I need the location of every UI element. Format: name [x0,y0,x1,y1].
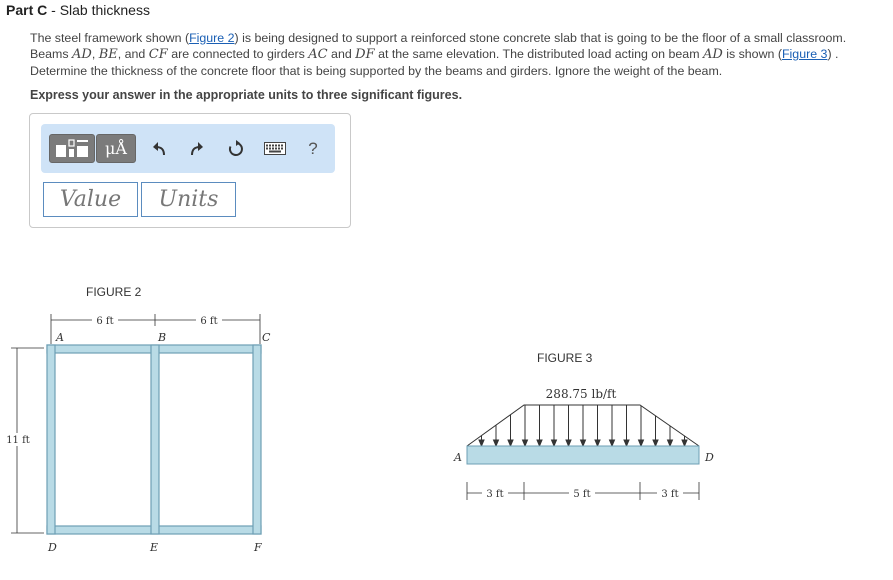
figure2-link[interactable]: Figure 2 [189,31,235,45]
figure2-title: FIGURE 2 [86,285,142,299]
help-icon: ? [308,138,318,158]
figure3-title: FIGURE 3 [537,351,593,365]
figure2-diagram [0,300,300,580]
keyboard-icon [264,142,286,155]
dim-top-left: 6 ft [96,316,114,327]
dim-3: 3 ft [661,489,679,500]
units-button[interactable]: μÅ [96,134,136,163]
keyboard-button[interactable] [263,134,287,163]
help-button[interactable] [304,134,322,163]
load-arrows [479,405,687,446]
beam-cf [253,345,261,534]
label-a: A [56,331,64,344]
load-arrow-head [523,440,528,446]
templates-icon [55,138,89,160]
label-c: C [262,331,271,344]
load-arrow-head [682,440,687,446]
load-arrow-head [610,440,615,446]
part-title: Part C - Slab thickness [6,2,150,18]
figure3-diagram [445,382,725,512]
beam-ad-loaded [467,446,699,464]
load-arrow-head [552,440,557,446]
load-arrow-head [624,440,629,446]
beam-ad [47,345,55,534]
reset-icon [227,140,245,158]
dim-top-right: 6 ft [200,316,218,327]
undo-button[interactable] [149,134,169,163]
load-arrow-head [581,440,586,446]
redo-button[interactable] [187,134,207,163]
problem-statement: The steel framework shown (Figure 2) is being designed to support a reinforced stone concrete slab that is going to be the floor of a small classroom. Beams AD, BE, and CF are connected to girders AC and DF at the same elevation. The distributed load acting on beam AD is shown (Figure 3) . Determine the thickness of the concrete floor that is being supported by the beams and girders. Ignore the weight of the beam. [30,31,847,78]
label-f: F [254,541,262,554]
redo-icon [189,141,205,157]
dim-1: 3 ft [486,489,504,500]
value-input[interactable]: Value [43,182,138,217]
math-toolbar [41,124,335,173]
units-input[interactable]: Units [141,182,236,217]
load-arrow-head [566,440,571,446]
templates-button[interactable] [49,134,95,163]
load-arrow-head [595,440,600,446]
answer-box [29,113,351,228]
beam-label-a: A [454,451,462,464]
load-arrow-head [653,440,658,446]
load-arrow-head [479,440,484,446]
dim-2: 5 ft [573,489,591,500]
label-e: E [150,541,159,554]
load-arrow-head [508,440,513,446]
load-arrow-head [639,440,644,446]
answer-instruction: Express your answer in the appropriate units to three significant figures. [30,88,463,102]
beam-label-d: D [705,451,714,464]
reset-button[interactable] [225,134,247,163]
beam-be [151,345,159,534]
load-arrow-head [668,440,673,446]
undo-icon [151,141,167,157]
load-arrow-head [494,440,499,446]
label-b: B [158,331,167,344]
load-label: 288.75 lb/ft [545,387,617,401]
load-arrow-head [537,440,542,446]
dim-left: 11 ft [6,435,30,446]
label-d: D [48,541,57,554]
figure3-link[interactable]: Figure 3 [781,47,828,61]
